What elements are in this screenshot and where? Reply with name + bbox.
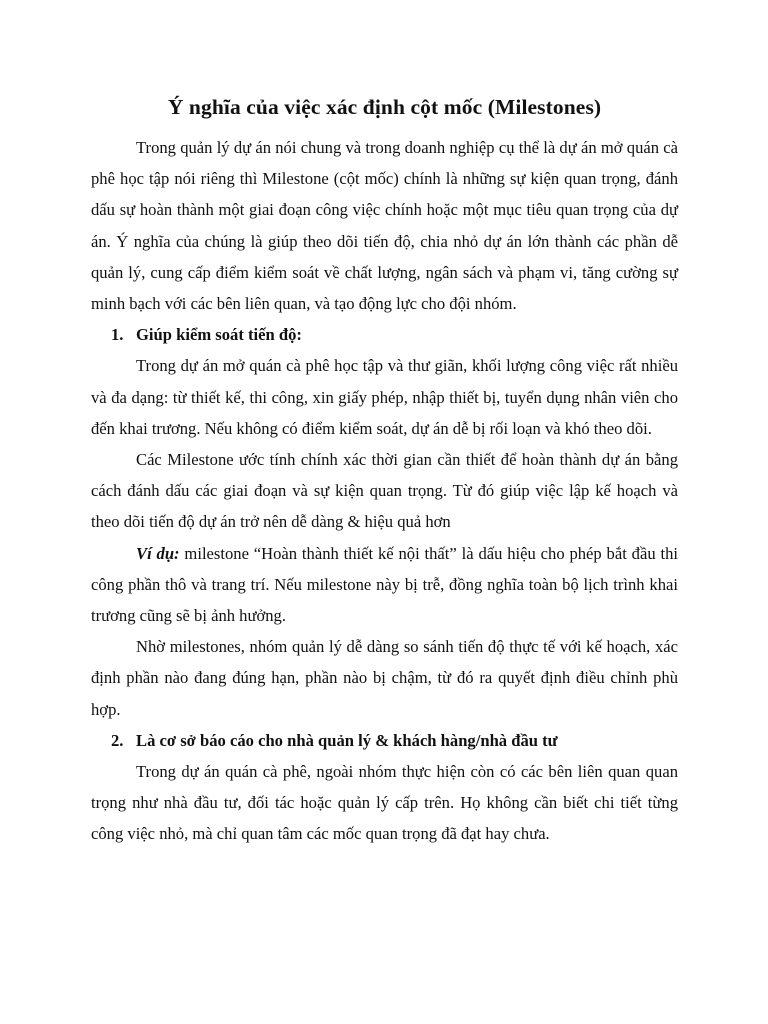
example-text: milestone “Hoàn thành thiết kế nội thất” là dấu hiệu cho phép bắt đầu thi công phần thô và trang trí. Nếu milestone này bị trễ, đồng nghĩa toàn bộ lịch trình khai trương cũng sẽ bị ảnh hưởng. <box>91 543 678 626</box>
example-label: Ví dụ: <box>136 543 180 563</box>
document-body <box>91 92 678 850</box>
section-1-example <box>91 538 678 632</box>
section-2-heading <box>91 725 678 756</box>
section-1-number: 1. <box>111 325 124 345</box>
section-2-number: 2. <box>111 730 124 750</box>
section-1-heading <box>91 319 678 350</box>
section-2-heading-text: Là cơ sở báo cáo cho nhà quản lý & khách hàng/nhà đầu tư <box>136 730 558 750</box>
section-2-paragraph-1: Trong dự án quán cà phê, ngoài nhóm thực hiện còn có các bên liên quan quan trọng như nhà đầu tư, đối tác hoặc quản lý cấp trên. Họ không cần biết chi tiết từng công việc nhỏ, mà chỉ quan tâm các mốc quan trọng đã đạt hay chưa. <box>91 762 678 844</box>
section-1-paragraph-2: Các Milestone ước tính chính xác thời gian cần thiết để hoàn thành dự án bằng cách đánh dấu các giai đoạn và sự kiện quan trọng. Từ đó giúp việc lập kế hoạch và theo dõi tiến độ dự án trở nên dễ dàng & hiệu quả hơn <box>91 450 678 532</box>
section-1-heading-text: Giúp kiểm soát tiến độ: <box>136 325 302 345</box>
intro-paragraph: Trong quản lý dự án nói chung và trong doanh nghiệp cụ thể là dự án mở quán cà phê học tập nói riêng thì Milestone (cột mốc) chính là những sự kiện quan trọng, đánh dấu sự hoàn thành một giai đoạn công việc chính hoặc một mục tiêu quan trọng của dự án. Ý nghĩa của chúng là giúp theo dõi tiến độ, chia nhỏ dự án lớn thành các phần dễ quản lý, cung cấp điểm kiểm soát về chất lượng, ngân sách và phạm vi, tăng cường sự minh bạch với các bên liên quan, và tạo động lực cho đội nhóm. <box>91 138 678 314</box>
section-1-paragraph-1: Trong dự án mở quán cà phê học tập và thư giãn, khối lượng công việc rất nhiều và đa dạng: từ thiết kế, thi công, xin giấy phép, nhập thiết bị, tuyển dụng nhân viên cho đến khai trương. Nếu không có điểm kiểm soát, dự án dễ bị rối loạn và khó theo dõi. <box>91 356 678 438</box>
document-title: Ý nghĩa của việc xác định cột mốc (Milestones) <box>167 95 602 119</box>
section-1-paragraph-3: Nhờ milestones, nhóm quản lý dễ dàng so sánh tiến độ thực tế với kế hoạch, xác định phần nào đang đúng hạn, phần nào bị chậm, từ đó ra quyết định điều chỉnh phù hợp. <box>91 637 678 719</box>
